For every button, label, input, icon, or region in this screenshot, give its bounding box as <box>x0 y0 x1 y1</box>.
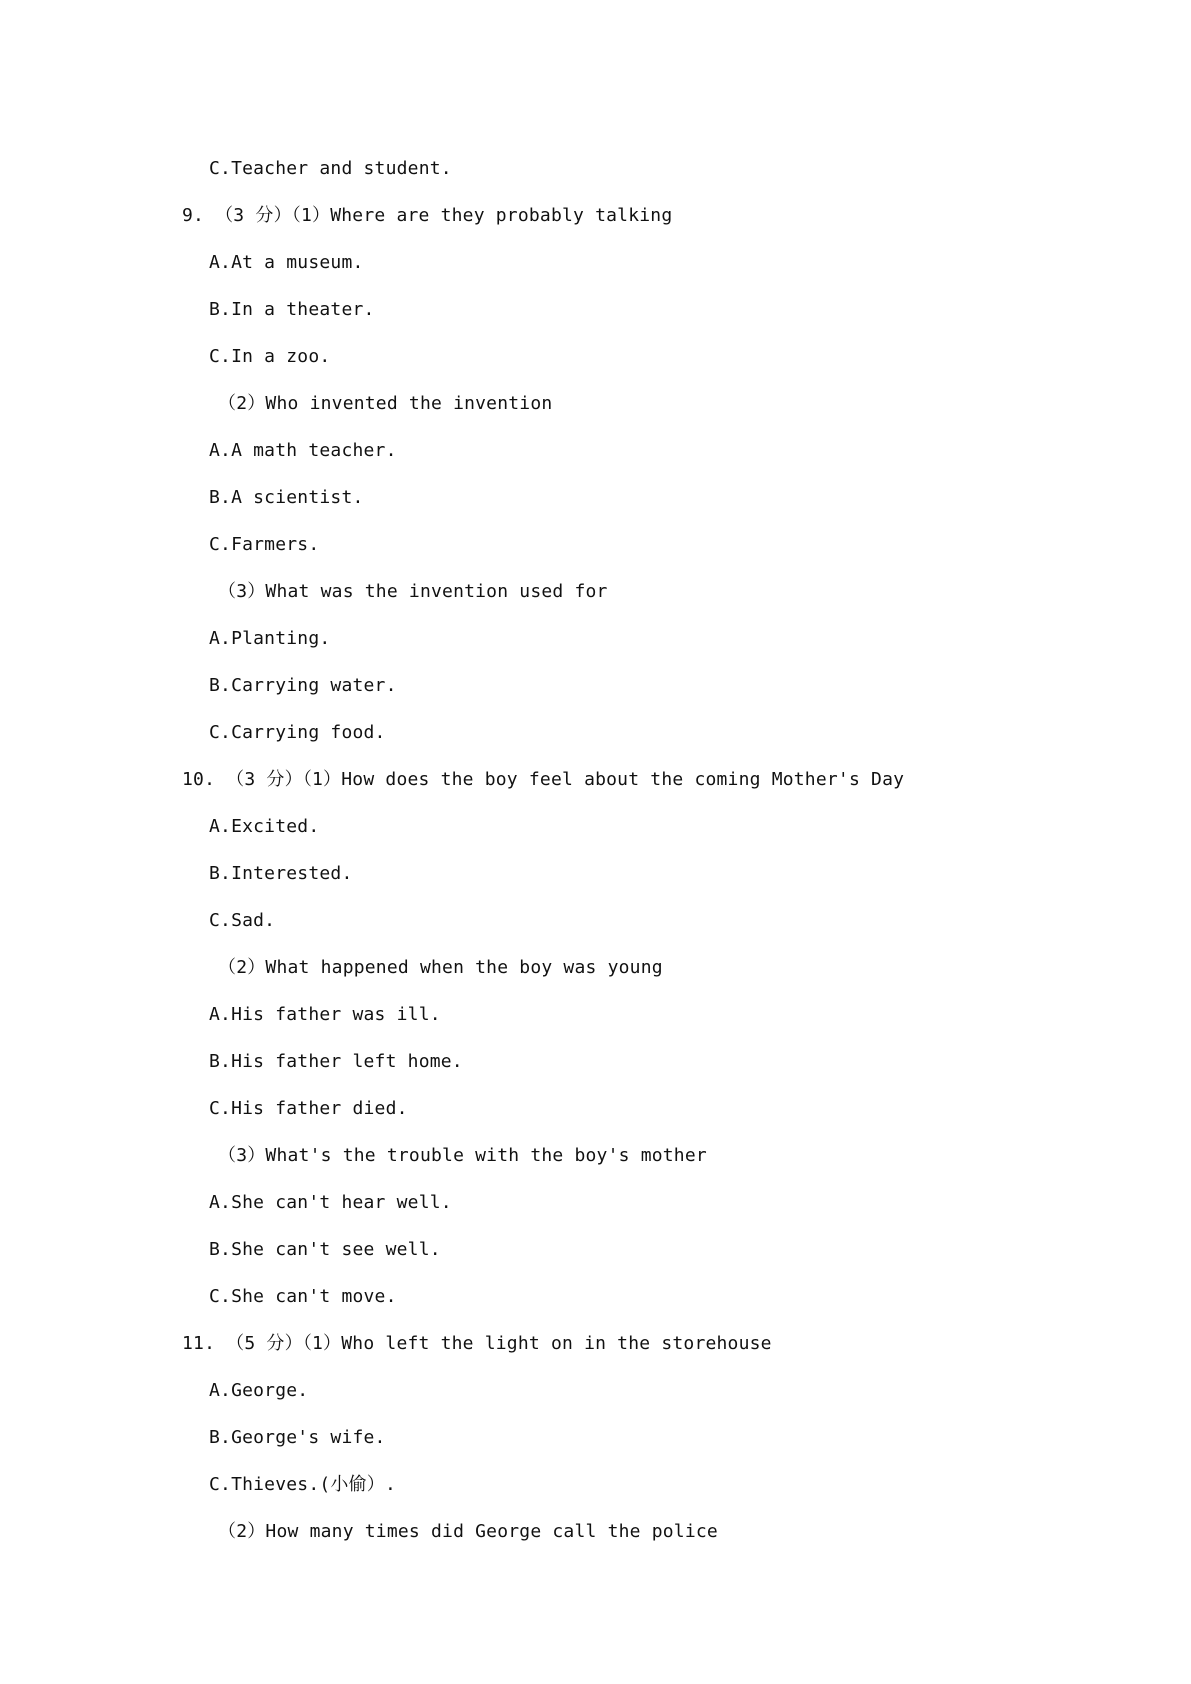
option-c-zoo: C.In a zoo. <box>209 346 331 367</box>
question-9-sub-2: （2）Who invented the invention <box>218 393 553 414</box>
option-c-thieves: C.Thieves.(小偷）. <box>209 1474 397 1495</box>
option-b-scientist: B.A scientist. <box>209 487 364 508</box>
option-a-cant-hear: A.She can't hear well. <box>209 1192 452 1213</box>
option-c-father-died: C.His father died. <box>209 1098 408 1119</box>
option-b-father-left: B.His father left home. <box>209 1051 463 1072</box>
question-10-stem: 10. （3 分）（1）How does the boy feel about the coming Mother's Day <box>182 769 905 790</box>
option-c-farmers: C.Farmers. <box>209 534 320 555</box>
question-9-sub-3: （3）What was the invention used for <box>218 581 608 602</box>
option-b-theater: B.In a theater. <box>209 299 375 320</box>
option-a-excited: A.Excited. <box>209 816 320 837</box>
option-c-teacher-student: C.Teacher and student. <box>209 158 452 179</box>
option-b-carrying-water: B.Carrying water. <box>209 675 397 696</box>
option-b-georges-wife: B.George's wife. <box>209 1427 386 1448</box>
question-9-stem: 9. （3 分）（1）Where are they probably talking <box>182 205 673 226</box>
question-10-sub-2: （2）What happened when the boy was young <box>218 957 663 978</box>
option-b-cant-see: B.She can't see well. <box>209 1239 441 1260</box>
question-11-stem: 11. （5 分）（1）Who left the light on in the storehouse <box>182 1333 772 1354</box>
option-a-museum: A.At a museum. <box>209 252 364 273</box>
option-c-sad: C.Sad. <box>209 910 276 931</box>
option-a-math-teacher: A.A math teacher. <box>209 440 397 461</box>
option-c-cant-move: C.She can't move. <box>209 1286 397 1307</box>
option-a-father-ill: A.His father was ill. <box>209 1004 441 1025</box>
option-c-carrying-food: C.Carrying food. <box>209 722 386 743</box>
question-11-sub-2: （2）How many times did George call the police <box>218 1521 718 1542</box>
option-b-interested: B.Interested. <box>209 863 353 884</box>
option-a-george: A.George. <box>209 1380 309 1401</box>
option-a-planting: A.Planting. <box>209 628 331 649</box>
question-10-sub-3: （3）What's the trouble with the boy's mother <box>218 1145 707 1166</box>
